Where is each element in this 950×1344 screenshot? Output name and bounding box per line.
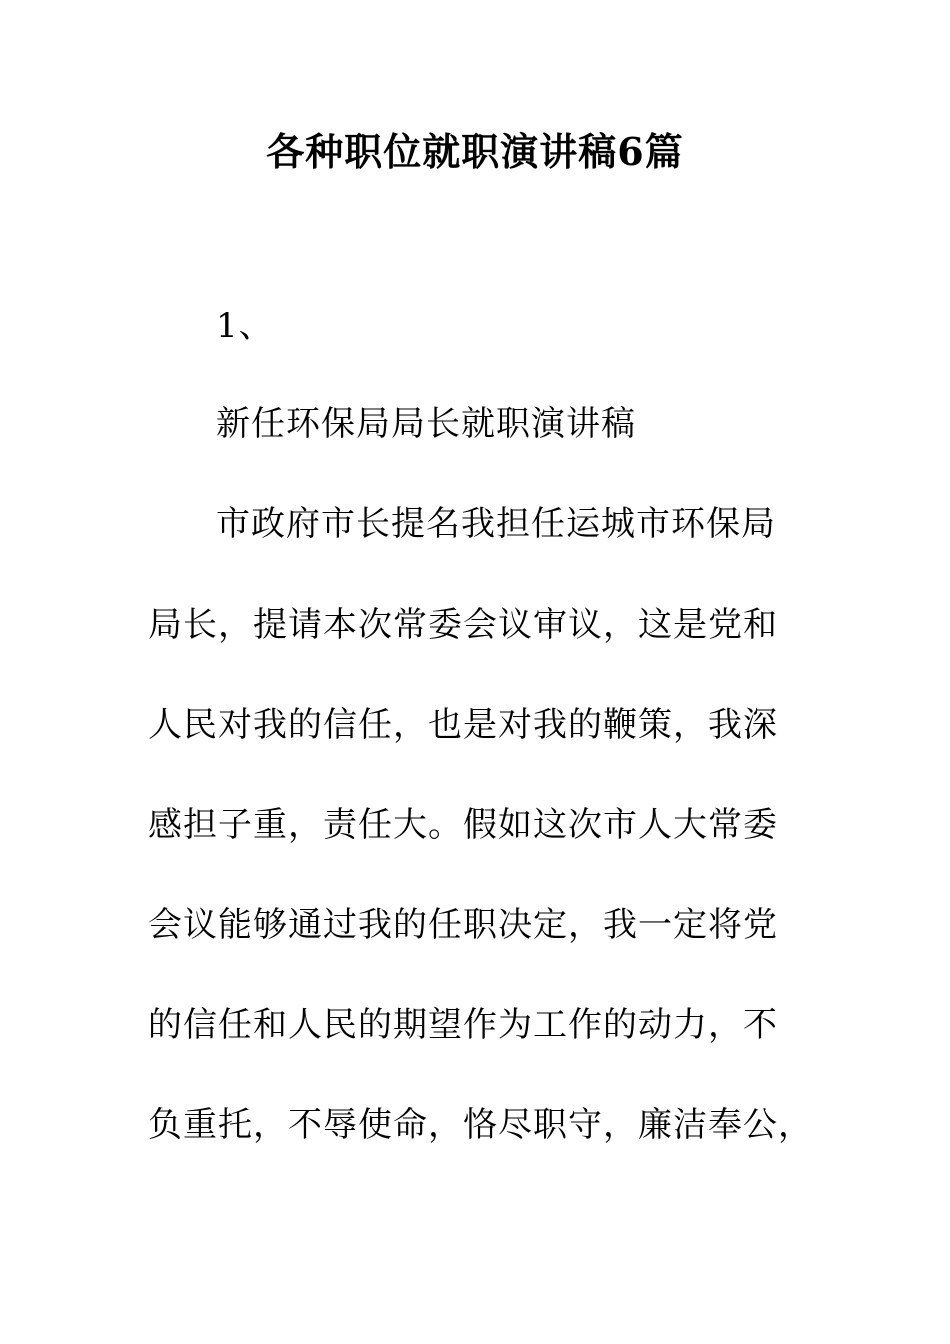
body-line: 市政府市长提名我担任运城市环保局: [216, 504, 776, 544]
document-title: 各种职位就职演讲稿6篇: [266, 129, 684, 174]
body-line: 的信任和人民的期望作为工作的动力，不: [148, 1005, 778, 1045]
body-line: 会议能够通过我的任职决定，我一定将党: [148, 905, 778, 945]
body-line: 感担子重，责任大。假如这次市人大常委: [148, 805, 778, 845]
body-line: 负重托，不辱使命，恪尽职守，廉洁奉公，: [148, 1105, 813, 1145]
body-line: 人民对我的信任，也是对我的鞭策，我深: [148, 705, 778, 745]
section-number: 1、: [216, 306, 274, 346]
section-heading: 新任环保局局长就职演讲稿: [216, 404, 636, 444]
body-line: 局长，提请本次常委会议审议，这是党和: [148, 605, 778, 645]
